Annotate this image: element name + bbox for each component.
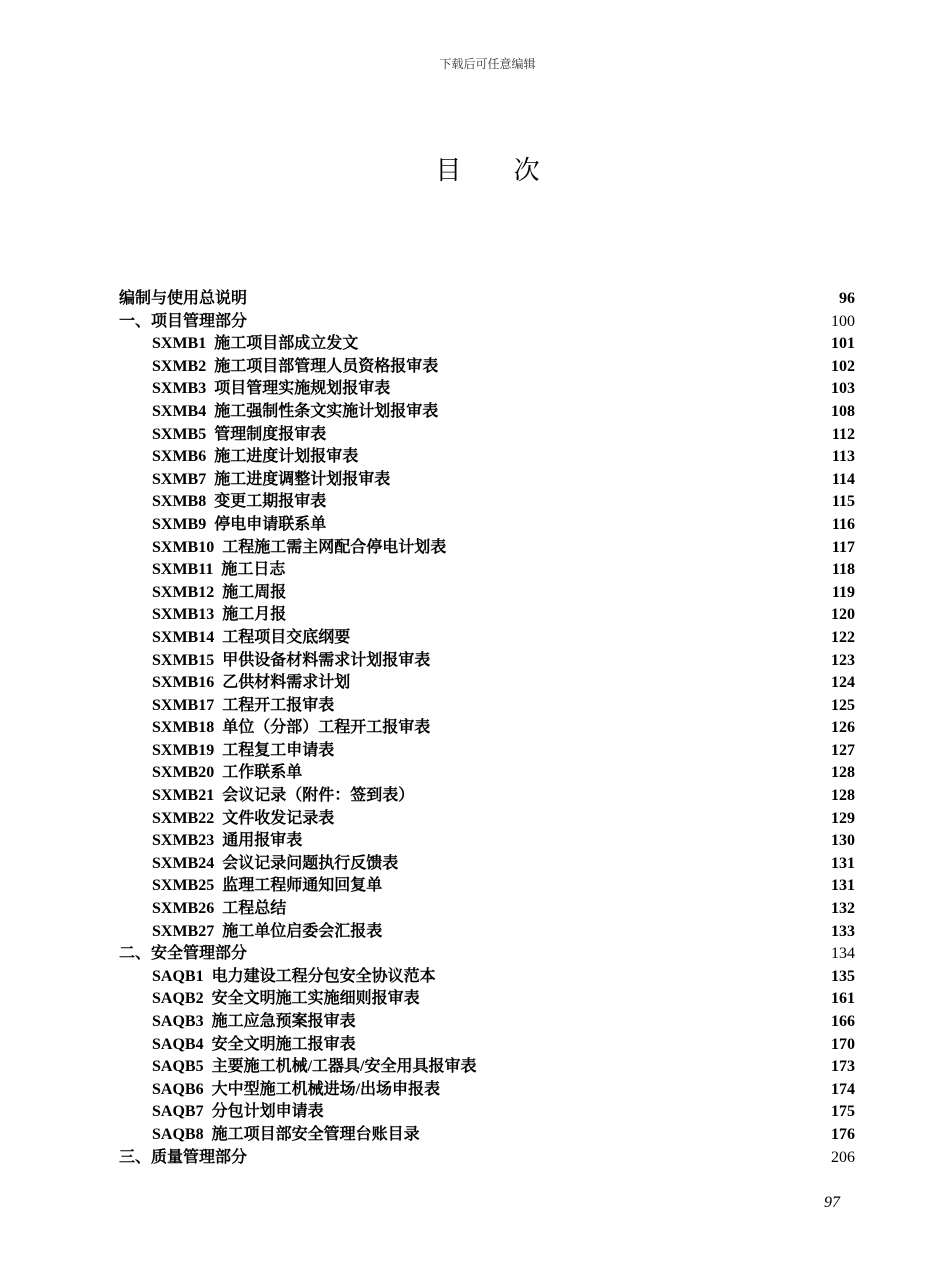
header-note: 下载后可任意编辑: [439, 57, 536, 71]
toc-entry-page: 103: [831, 380, 855, 398]
toc-item-row[interactable]: [119, 559, 855, 582]
toc-entry-code: SXMB15: [152, 651, 215, 669]
toc-entry-title: 施工日志: [221, 561, 286, 579]
toc-entry-title: 二、安全管理部分: [119, 945, 248, 963]
toc-entry-label: [119, 695, 334, 718]
toc-entry-label: [119, 1124, 420, 1147]
toc-entry-label: [119, 898, 286, 921]
toc-entry-code: SAQB4: [152, 1035, 204, 1053]
toc-entry-title: 大中型施工机械进场/出场申报表: [211, 1080, 441, 1098]
toc-item-row[interactable]: [119, 717, 855, 740]
toc-entry-page: 120: [831, 606, 855, 624]
toc-entry-title: 分包计划申请表: [211, 1103, 324, 1121]
toc-entry-page: 125: [831, 696, 855, 714]
toc-entry-title: 工程复工申请表: [222, 741, 335, 759]
page-title: [0, 150, 950, 187]
toc-entry-page: 100: [831, 312, 855, 330]
toc-entry-code: SXMB2: [152, 357, 207, 375]
toc-item-row[interactable]: [119, 356, 855, 379]
toc-entry-page: 124: [831, 674, 855, 692]
toc-entry-label: [119, 808, 334, 831]
toc-entry-label: [119, 1034, 356, 1057]
toc-entry-page: 96: [839, 290, 855, 307]
toc-entry-page: 175: [831, 1103, 855, 1121]
toc-item-row[interactable]: [119, 785, 855, 808]
toc-item-row[interactable]: [119, 491, 855, 514]
toc-entry-title: 三、质量管理部分: [119, 1148, 248, 1166]
toc-item-row[interactable]: [119, 469, 855, 492]
toc-item-row[interactable]: [119, 333, 855, 356]
toc-entry-title: 单位（分部）工程开工报审表: [222, 719, 431, 737]
toc-entry-title: 工程施工需主网配合停电计划表: [222, 538, 447, 556]
toc-item-row[interactable]: [119, 875, 855, 898]
toc-entry-code: SAQB5: [152, 1058, 204, 1076]
toc-entry-title: 施工周报: [222, 583, 287, 601]
toc-entry-page: 123: [831, 651, 855, 669]
toc-entry-title: 安全文明施工实施细则报审表: [211, 990, 420, 1008]
toc-entry-code: SXMB25: [152, 877, 215, 895]
toc-entry-code: SXMB11: [152, 561, 214, 579]
toc-entry-code: SXMB20: [152, 764, 215, 782]
toc-entry-title: 管理制度报审表: [214, 425, 327, 443]
toc-item-row[interactable]: [119, 1011, 855, 1034]
toc-entry-title: 变更工期报审表: [214, 493, 327, 511]
toc-item-row[interactable]: [119, 1101, 855, 1124]
toc-entry-code: SAQB8: [152, 1125, 204, 1143]
toc-entry-code: SXMB18: [152, 719, 215, 737]
toc-entry-page: 122: [831, 628, 855, 646]
toc-entry-label: [119, 356, 438, 379]
toc-entry-page: 117: [831, 538, 855, 556]
toc-entry-label: [119, 559, 285, 582]
toc-entry-label: [119, 943, 247, 966]
toc-entry-code: SXMB21: [152, 787, 215, 805]
toc-entry-label: [119, 988, 420, 1011]
toc-item-row[interactable]: [119, 604, 855, 627]
table-of-contents: [119, 288, 855, 1169]
toc-entry-title: 施工应急预案报审表: [211, 1013, 356, 1030]
toc-entry-label: [119, 875, 382, 898]
toc-entry-code: SXMB6: [152, 448, 207, 466]
toc-entry-code: SXMB16: [152, 674, 215, 692]
toc-item-row[interactable]: [119, 401, 855, 424]
toc-entry-label: [119, 1079, 440, 1102]
toc-entry-label: [119, 491, 326, 514]
toc-item-row[interactable]: [119, 672, 855, 695]
toc-entry-code: SAQB7: [152, 1103, 204, 1121]
toc-entry-code: SXMB23: [152, 832, 215, 850]
toc-entry-code: SXMB17: [152, 696, 215, 714]
toc-entry-code: SXMB24: [152, 854, 215, 872]
toc-entry-label: [119, 672, 350, 695]
toc-entry-title: 施工单位启委会汇报表: [222, 922, 383, 940]
toc-entry-page: 128: [831, 764, 855, 782]
toc-entry-label: [119, 853, 398, 876]
toc-entry-page: 206: [831, 1148, 855, 1166]
toc-entry-title: 施工强制性条文实施计划报审表: [214, 402, 439, 420]
toc-entry-title: 工作联系单: [222, 764, 303, 782]
toc-entry-title: 施工进度调整计划报审表: [214, 470, 391, 488]
toc-item-row[interactable]: [119, 582, 855, 605]
toc-entry-title: 停电申请联系单: [214, 515, 327, 533]
toc-item-row[interactable]: [119, 627, 855, 650]
toc-entry-code: SXMB9: [152, 515, 207, 533]
toc-entry-page: 134: [831, 945, 855, 963]
toc-item-row[interactable]: [119, 740, 855, 763]
toc-entry-page: 108: [831, 402, 855, 420]
toc-entry-label: [119, 785, 414, 808]
toc-entry-page: 131: [831, 854, 855, 872]
toc-entry-label: [119, 1147, 247, 1170]
toc-entry-label: [119, 424, 326, 447]
toc-entry-label: [119, 650, 430, 673]
page-number: 97: [824, 1194, 840, 1211]
toc-item-row[interactable]: [119, 921, 855, 944]
toc-item-row[interactable]: [119, 966, 855, 989]
toc-entry-page: 135: [831, 967, 855, 985]
toc-entry-page: 166: [831, 1013, 855, 1030]
toc-entry-title: 电力建设工程分包安全协议范本: [211, 967, 436, 985]
toc-entry-code: SXMB27: [152, 922, 215, 940]
toc-entry-code: SXMB12: [152, 583, 215, 601]
toc-entry-label: [119, 966, 436, 989]
toc-entry-code: SXMB3: [152, 380, 207, 398]
toc-entry-title: 甲供设备材料需求计划报审表: [222, 651, 431, 669]
toc-entry-code: SXMB22: [152, 809, 215, 827]
toc-entry-label: [119, 446, 358, 469]
toc-entry-label: [119, 604, 286, 627]
toc-item-row[interactable]: [119, 446, 855, 469]
toc-entry-page: 115: [831, 493, 855, 511]
toc-item-row[interactable]: [119, 650, 855, 673]
toc-item-row[interactable]: [119, 1124, 855, 1147]
toc-entry-label: [119, 401, 438, 424]
toc-entry-label: [119, 514, 326, 537]
toc-section-row[interactable]: [119, 1147, 855, 1170]
toc-entry-label: [119, 537, 446, 560]
toc-item-row[interactable]: [119, 514, 855, 537]
toc-item-row[interactable]: [119, 988, 855, 1011]
toc-entry-label: [119, 717, 430, 740]
toc-entry-label: [119, 1101, 324, 1124]
toc-entry-code: SXMB10: [152, 538, 215, 556]
toc-entry-title: 文件收发记录表: [222, 809, 335, 827]
toc-item-row[interactable]: [119, 424, 855, 447]
toc-entry-page: 131: [831, 877, 855, 895]
toc-entry-page: 114: [831, 470, 855, 488]
toc-entry-label: [119, 582, 286, 605]
toc-entry-page: 130: [831, 832, 855, 850]
toc-entry-code: SAQB3: [152, 1013, 204, 1030]
toc-item-row[interactable]: [119, 808, 855, 831]
toc-entry-title: 工程项目交底纲要: [222, 628, 351, 646]
toc-entry-page: 126: [831, 719, 855, 737]
toc-entry-code: SXMB26: [152, 900, 215, 918]
toc-entry-label: [119, 469, 390, 492]
toc-entry-page: 102: [831, 357, 855, 375]
toc-entry-page: 101: [831, 335, 855, 353]
toc-entry-page: 118: [831, 561, 855, 579]
toc-entry-page: 112: [831, 425, 855, 443]
toc-entry-code: SXMB5: [152, 425, 207, 443]
toc-entry-page: 173: [831, 1058, 855, 1076]
toc-entry-code: SXMB4: [152, 402, 207, 420]
toc-entry-label: [119, 288, 247, 311]
toc-entry-page: 127: [831, 741, 855, 759]
toc-entry-label: [119, 1056, 476, 1079]
toc-entry-title: 监理工程师通知回复单: [222, 877, 383, 895]
toc-entry-title: 施工项目部安全管理台账目录: [211, 1125, 420, 1143]
toc-item-row[interactable]: [119, 1079, 855, 1102]
toc-item-row[interactable]: [119, 898, 855, 921]
toc-entry-code: SXMB19: [152, 741, 215, 759]
toc-entry-page: 161: [831, 990, 855, 1008]
toc-entry-label: [119, 378, 390, 401]
toc-entry-page: 128: [831, 787, 855, 805]
toc-entry-code: SXMB8: [152, 493, 207, 511]
toc-entry-page: 170: [831, 1035, 855, 1053]
toc-entry-label: [119, 311, 247, 334]
toc-entry-code: SAQB6: [152, 1080, 204, 1098]
toc-entry-title: 会议记录（附件：签到表）: [222, 787, 415, 805]
toc-entry-title: 施工项目部成立发文: [214, 335, 359, 353]
toc-entry-title: 主要施工机械/工器具/安全用具报审表: [211, 1058, 477, 1076]
toc-entry-title: 乙供材料需求计划: [222, 674, 351, 692]
toc-entry-title: 施工月报: [222, 606, 287, 624]
toc-item-row[interactable]: [119, 537, 855, 560]
toc-entry-title: 安全文明施工报审表: [211, 1035, 356, 1053]
toc-item-row[interactable]: [119, 762, 855, 785]
toc-item-row[interactable]: [119, 830, 855, 853]
toc-entry-label: [119, 830, 302, 853]
toc-section-row[interactable]: [119, 943, 855, 966]
toc-section-row[interactable]: [119, 311, 855, 334]
toc-item-row[interactable]: [119, 695, 855, 718]
toc-entry-title: 施工项目部管理人员资格报审表: [214, 357, 439, 375]
toc-section-row[interactable]: [119, 288, 855, 311]
toc-entry-page: 129: [831, 809, 855, 827]
toc-item-row[interactable]: [119, 378, 855, 401]
toc-entry-code: SXMB1: [152, 335, 207, 353]
toc-entry-label: [119, 333, 358, 356]
toc-entry-label: [119, 762, 302, 785]
toc-item-row[interactable]: [119, 853, 855, 876]
toc-entry-label: [119, 627, 350, 650]
title-char-2: 次: [513, 156, 540, 186]
toc-entry-title: 项目管理实施规划报审表: [214, 380, 391, 398]
toc-entry-code: SAQB1: [152, 967, 204, 985]
toc-entry-title: 工程总结: [222, 900, 287, 918]
toc-entry-code: SXMB7: [152, 470, 207, 488]
toc-entry-page: 113: [831, 448, 855, 466]
toc-entry-code: SXMB14: [152, 628, 215, 646]
toc-entry-page: 119: [831, 583, 855, 601]
toc-entry-code: SXMB13: [152, 606, 215, 624]
toc-entry-page: 116: [831, 515, 855, 533]
toc-entry-title: 编制与使用总说明: [119, 290, 248, 307]
toc-entry-label: [119, 1011, 356, 1034]
title-char-1: 目: [435, 156, 462, 186]
toc-entry-page: 174: [831, 1080, 855, 1098]
toc-item-row[interactable]: [119, 1056, 855, 1079]
toc-entry-label: [119, 740, 334, 763]
toc-item-row[interactable]: [119, 1034, 855, 1057]
toc-entry-title: 通用报审表: [222, 832, 303, 850]
toc-entry-page: 133: [831, 922, 855, 940]
toc-entry-label: [119, 921, 382, 944]
toc-entry-title: 施工进度计划报审表: [214, 448, 359, 466]
toc-entry-title: 工程开工报审表: [222, 696, 335, 714]
toc-entry-page: 176: [831, 1125, 855, 1143]
toc-entry-page: 132: [831, 900, 855, 918]
toc-entry-title: 一、项目管理部分: [119, 312, 248, 330]
toc-entry-code: SAQB2: [152, 990, 204, 1008]
toc-entry-title: 会议记录问题执行反馈表: [222, 854, 399, 872]
